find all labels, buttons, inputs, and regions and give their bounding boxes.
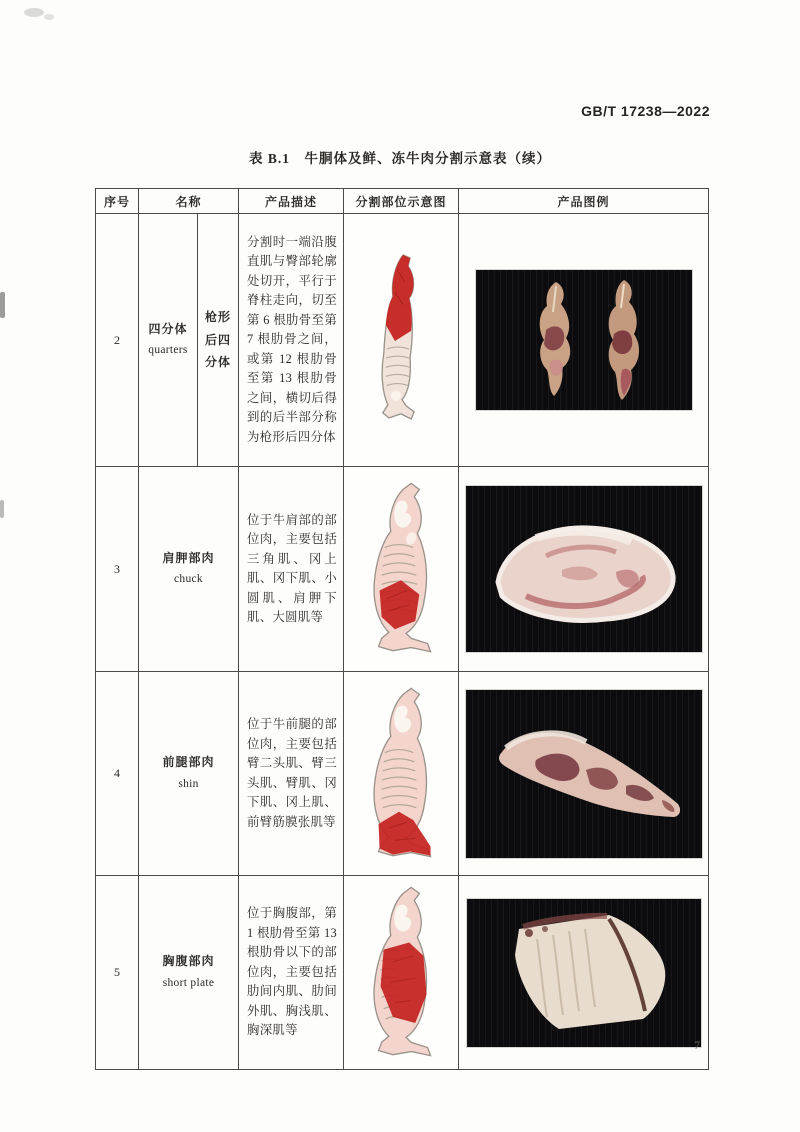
cut-description: 位于胸腹部，第 1 根肋骨至第 13 根肋骨以下的部位肉，主要包括肋间内肌、肋间外肌、胸浅肌、胸深肌等 xyxy=(239,876,344,1070)
row-number: 5 xyxy=(96,876,139,1070)
scan-artifact xyxy=(24,8,44,17)
col-header-photo: 产品图例 xyxy=(459,189,709,214)
cut-diagram-cell xyxy=(344,467,459,672)
scan-artifact xyxy=(0,292,5,318)
cut-name xyxy=(139,672,239,876)
hindquarter-carcass-diagram-icon xyxy=(368,252,434,424)
short-plate-cut-photo xyxy=(467,899,701,1047)
table-row xyxy=(96,876,709,1070)
short-plate-carcass-diagram-icon xyxy=(350,884,452,1058)
cut-name-cn: 肩胛部肉 xyxy=(162,550,215,565)
col-header-description: 产品描述 xyxy=(239,189,344,214)
table-title: 表 B.1 牛胴体及鲜、冻牛肉分割示意表（续） xyxy=(248,151,551,166)
chuck-cut-photo xyxy=(466,486,702,652)
cut-name xyxy=(139,467,239,672)
cut-name-cn: 前腿部肉 xyxy=(162,755,215,770)
two-beef-quarters-photo xyxy=(476,270,692,410)
table-row xyxy=(96,672,709,876)
shin-carcass-diagram-icon xyxy=(350,685,452,859)
cut-name-en: shin xyxy=(178,777,199,790)
row-number: 3 xyxy=(96,467,139,672)
cut-photo-cell xyxy=(459,672,709,876)
beef-cut-table xyxy=(95,188,709,1070)
cut-photo-cell xyxy=(459,467,709,672)
cut-diagram-cell xyxy=(344,214,459,467)
cut-name-en: chuck xyxy=(174,573,203,586)
chuck-carcass-diagram-icon xyxy=(350,480,452,654)
cut-photo-cell xyxy=(459,214,709,467)
row-number: 4 xyxy=(96,672,139,876)
col-header-diagram: 分割部位示意图 xyxy=(344,189,459,214)
cut-sub-name-label: 枪形后四分体 xyxy=(205,309,232,370)
cut-description: 分割时一端沿腹直肌与臀部轮廓处切开，平行于脊柱走向，切至第 6 根肋骨至第 7 根肋骨之间，或第 12 根肋骨至第 13 根肋骨之间，横切后得到的后半部分称为枪形后四分体 xyxy=(239,214,344,467)
cut-name-cn: 胸腹部肉 xyxy=(162,954,215,969)
cut-photo-cell xyxy=(459,876,709,1070)
cut-name-en: quarters xyxy=(148,344,188,357)
cut-description: 位于牛肩部的部位肉，主要包括三角肌、冈上肌、冈下肌、小圆肌、肩胛下肌、大圆肌等 xyxy=(239,467,344,672)
cut-sub-name xyxy=(198,214,239,467)
col-header-no: 序号 xyxy=(96,189,139,214)
page-number: 7 xyxy=(694,1038,700,1052)
table-row xyxy=(96,214,709,467)
cut-diagram-cell xyxy=(344,672,459,876)
cut-name-cn: 四分体 xyxy=(148,321,188,336)
row-number: 2 xyxy=(96,214,139,467)
cut-description: 位于牛前腿的部位肉，主要包括臂二头肌、臂三头肌、臂肌、冈下肌、冈上肌、前臂筋膜张肌等 xyxy=(239,672,344,876)
col-header-name: 名称 xyxy=(139,189,239,214)
cut-name xyxy=(139,214,198,467)
cut-name-en: short plate xyxy=(162,976,215,989)
standard-number: GB/T 17238—2022 xyxy=(581,103,710,119)
cut-diagram-cell xyxy=(344,876,459,1070)
table-row xyxy=(96,467,709,672)
scan-artifact xyxy=(44,14,54,20)
shin-cut-photo xyxy=(466,690,702,858)
scan-artifact xyxy=(0,500,4,518)
cut-name xyxy=(139,876,239,1070)
table-header-row xyxy=(96,189,709,214)
